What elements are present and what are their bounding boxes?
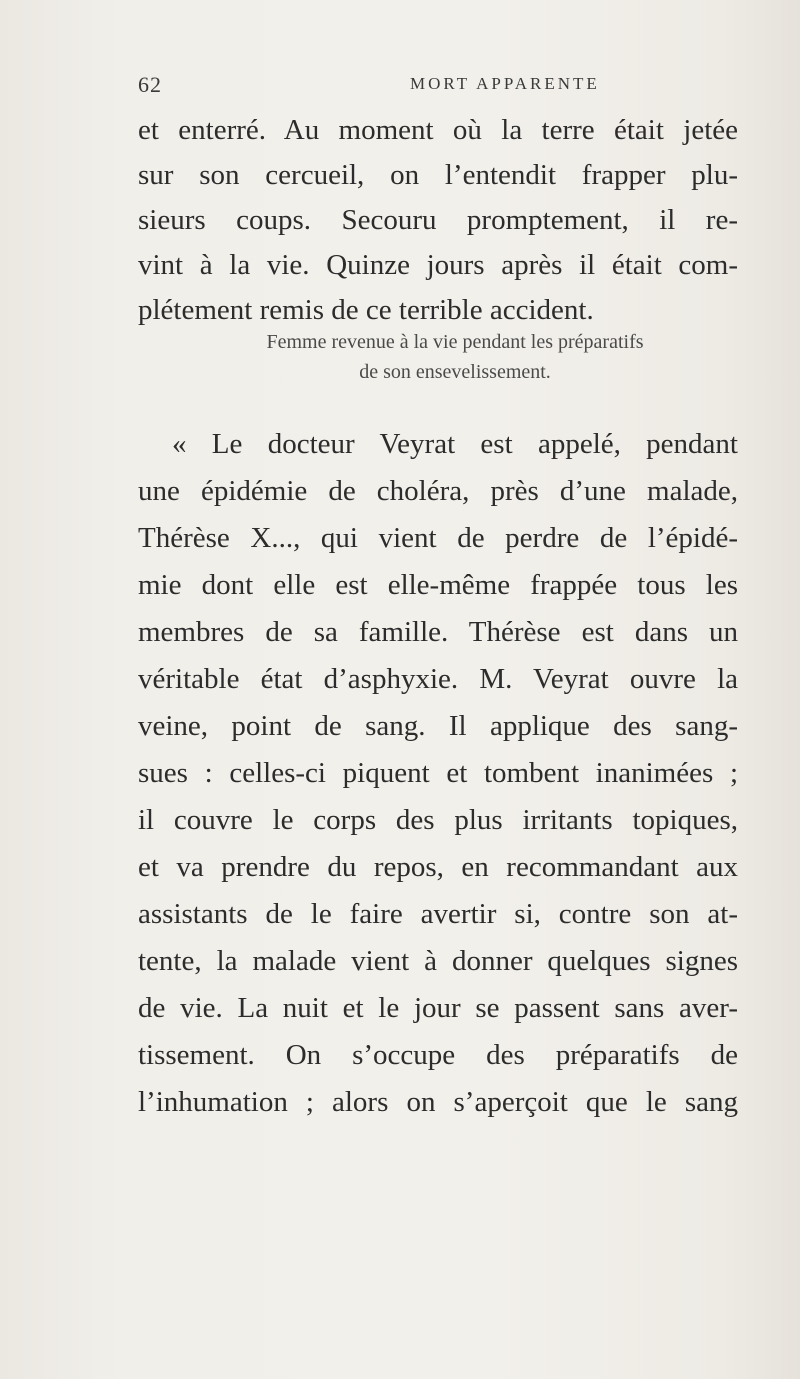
paragraph-1 — [138, 108, 738, 333]
text-line: sues : celles-ci piquent et tombent inanimées ; — [138, 757, 738, 789]
text-line: sieurs coups. Secouru promptement, il re- — [138, 204, 738, 236]
page-header — [138, 72, 738, 102]
page-number: 62 — [138, 72, 162, 97]
text-line: l’inhumation ; alors on s’aperçoit que le sang — [138, 1086, 738, 1118]
section-caption — [190, 327, 720, 387]
caption-line: Femme revenue à la vie pendant les préparatifs — [266, 331, 644, 353]
text-line: mie dont elle est elle-même frappée tous les — [138, 569, 738, 601]
text-line: sur son cercueil, on l’entendit frapper plu- — [138, 159, 738, 191]
running-head: MORT APPARENTE — [410, 74, 600, 93]
text-line: veine, point de sang. Il applique des sang- — [138, 710, 738, 742]
text-line: une épidémie de choléra, près d’une malade, — [138, 475, 738, 507]
text-line: et enterré. Au moment où la terre était jetée — [138, 114, 738, 146]
text-line: vint à la vie. Quinze jours après il était com- — [138, 249, 738, 281]
text-line: tissement. On s’occupe des préparatifs de — [138, 1039, 738, 1071]
text-line: Thérèse X..., qui vient de perdre de l’épidé- — [138, 522, 738, 554]
text-line: plétement remis de ce terrible accident. — [138, 294, 594, 326]
caption-line: de son ensevelissement. — [359, 361, 551, 383]
paragraph-2 — [138, 421, 738, 1126]
text-line: et va prendre du repos, en recommandant aux — [138, 851, 738, 883]
text-line: véritable état d’asphyxie. M. Veyrat ouvre la — [138, 663, 738, 695]
text-line: il couvre le corps des plus irritants topiques, — [138, 804, 738, 836]
text-line: « Le docteur Veyrat est appelé, pendant — [172, 428, 738, 460]
text-line: membres de sa famille. Thérèse est dans un — [138, 616, 738, 648]
text-line: assistants de le faire avertir si, contre son at- — [138, 898, 738, 930]
text-line: tente, la malade vient à donner quelques signes — [138, 945, 738, 977]
text-line: de vie. La nuit et le jour se passent sans aver- — [138, 992, 738, 1024]
